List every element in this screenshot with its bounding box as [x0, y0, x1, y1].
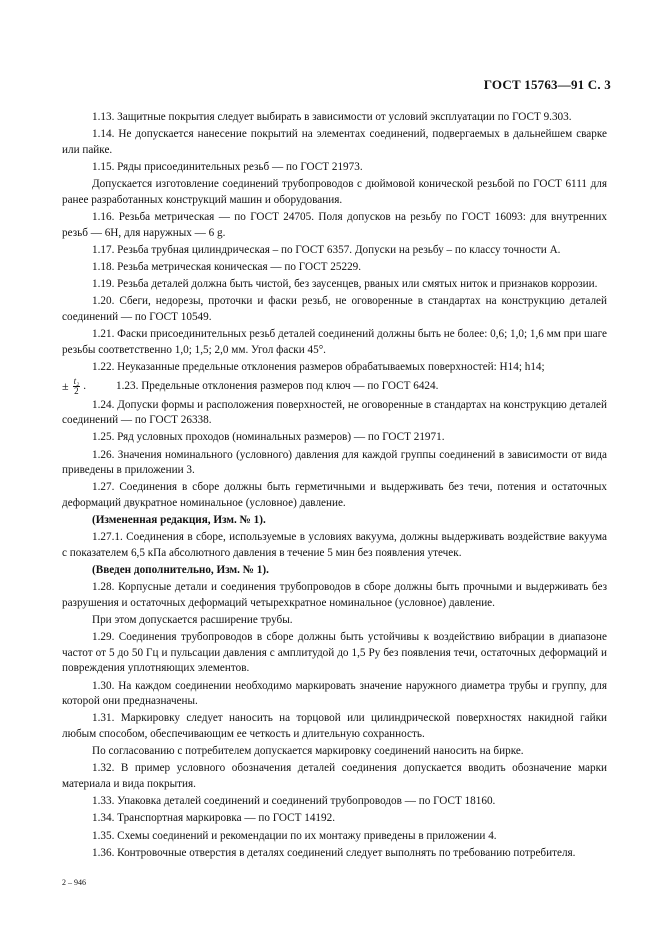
edit-note-2: (Введен дополнительно, Изм. № 1). — [92, 564, 269, 577]
paragraph-1-18: 1.18. Резьба метрическая коническая — по ГОСТ 25229. — [92, 260, 362, 273]
paragraph-1-31: 1.31. Маркировку следует наносить на торцовой или цилиндрической поверхностях накидной гайки любым способом, обеспечивающим ее четкость и длительную сохранность. — [62, 712, 607, 741]
paragraph-1-36: 1.36. Контровочные отверстия в деталях соединений следует выполнять по требованию потребителя. — [92, 846, 576, 859]
paragraph-1-25: 1.25. Ряд условных проходов (номинальных размеров) — по ГОСТ 21971. — [92, 431, 445, 444]
paragraph-1-28-note: При этом допускается расширение трубы. — [92, 614, 293, 627]
paragraph-1-17: 1.17. Резьба трубная цилиндрическая – по ГОСТ 6357. Допуски на резьбу – по классу точности А. — [92, 243, 561, 256]
paragraph-1-33: 1.33. Упаковка деталей соединений и соединений трубопроводов — по ГОСТ 18160. — [92, 795, 496, 808]
paragraph-1-26: 1.26. Значения номинального (условного) давления для каждой группы соединений в зависимости от вида приведены в приложении 3. — [62, 448, 607, 477]
edit-note-1: (Измененная редакция, Изм. № 1). — [92, 514, 266, 527]
paragraph-1-15-note: Допускается изготовление соединений трубопроводов с дюймовой конической резьбой по ГОСТ 6111 для ранее разработанных конструкций машин и оборудования. — [62, 178, 607, 206]
paragraph-1-35: 1.35. Схемы соединений и рекомендации по их монтажу приведены в приложении 4. — [92, 829, 497, 842]
paragraph-1-27-1: 1.27.1. Соединения в сборе, используемые в условиях вакуума, должны выдерживать воздействие вакуума с показателем 6,5 кПа абсолютного давления в течение 5 мин без появления утечек. — [62, 531, 607, 559]
paragraph-1-14: 1.14. Не допускается нанесение покрытий на элементах соединений, подвергаемых в дальнейшем сварке или пайке. — [62, 128, 607, 156]
document-body — [62, 110, 607, 863]
paragraph-1-13: 1.13. Защитные покрытия следует выбирать в зависимости от условий эксплуатации по ГОСТ 9.303. — [92, 111, 572, 123]
paragraph-1-30: 1.30. На каждом соединении необходимо маркировать значение наружного диаметра трубы и группу, для которой они предназначены. — [62, 679, 607, 708]
fraction-numerator: t₂ — [73, 376, 80, 387]
paragraph-1-16: 1.16. Резьба метрическая — по ГОСТ 24705. Поля допусков на резьбу по ГОСТ 16093: для внутренних резьб — 6Н, для наружных — 6 g. — [62, 210, 607, 239]
plus-minus-sign: ± — [62, 378, 69, 393]
paragraph-1-24: 1.24. Допуски формы и расположения поверхностей, не оговоренные в стандартах на конструкцию деталей соединений — по ГОСТ 26338. — [62, 398, 607, 427]
paragraph-1-21: 1.21. Фаски присоединительных резьб деталей соединений должны быть не более: 0,6; 1,0; 1,6 мм при шаге резьбы соответственно 1,0; 1,5; 2,0 мм. Угол фаски 45°. — [62, 328, 607, 356]
tolerance-fraction — [73, 377, 81, 396]
paragraph-1-20: 1.20. Сбеги, недорезы, проточки и фаски резьб, не оговоренные в стандартах на конструкцию деталей соединений — по ГОСТ 10549. — [62, 295, 607, 323]
paragraph-1-23: 1.23. Предельные отклонения размеров под ключ — по ГОСТ 6424. — [116, 379, 439, 392]
page-header: ГОСТ 15763—91 С. 3 — [483, 77, 611, 92]
page-footer-code: 2 – 946 — [62, 878, 86, 887]
paragraph-1-27: 1.27. Соединения в сборе должны быть герметичными и выдерживать без течи, потения и остаточных деформаций двукратное номинальное (условное) давление. — [62, 481, 607, 509]
paragraph-1-29: 1.29. Соединения трубопроводов в сборе должны быть устойчивы к воздействию вибрации в диапазоне частот от 5 до 50 Гц и пульсации давления с амплитудой до 1,5 Pу без появления течи, остаточных деформаций и повреждения уплотняющих элементов. — [62, 631, 607, 675]
fraction-denominator: 2 — [74, 386, 79, 397]
paragraph-1-22: 1.22. Неуказанные предельные отклонения размеров обрабатываемых поверхностей: H14; h14; — [92, 360, 545, 373]
paragraph-1-32: 1.32. В пример условного обозначения деталей соединения допускается вводить обозначение марки материала и вида покрытия. — [62, 762, 607, 790]
tolerance-formula — [62, 377, 607, 396]
paragraph-1-31-note: По согласованию с потребителем допускается маркировку соединений наносить на бирке. — [92, 745, 524, 758]
paragraph-1-34: 1.34. Транспортная маркировка — по ГОСТ 14192. — [92, 812, 336, 825]
paragraph-1-15: 1.15. Ряды присоединительных резьб — по ГОСТ 21973. — [92, 160, 363, 173]
paragraph-1-28: 1.28. Корпусные детали и соединения трубопроводов в сборе должны быть прочными и выдерживать без разрушения и остаточных деформаций четырехкратное номинальное (условное) давление. — [62, 581, 607, 609]
formula-suffix: . — [83, 379, 87, 392]
paragraph-1-19: 1.19. Резьба деталей должна быть чистой, без заусенцев, рваных или смятых ниток и признаков коррозии. — [92, 278, 598, 291]
